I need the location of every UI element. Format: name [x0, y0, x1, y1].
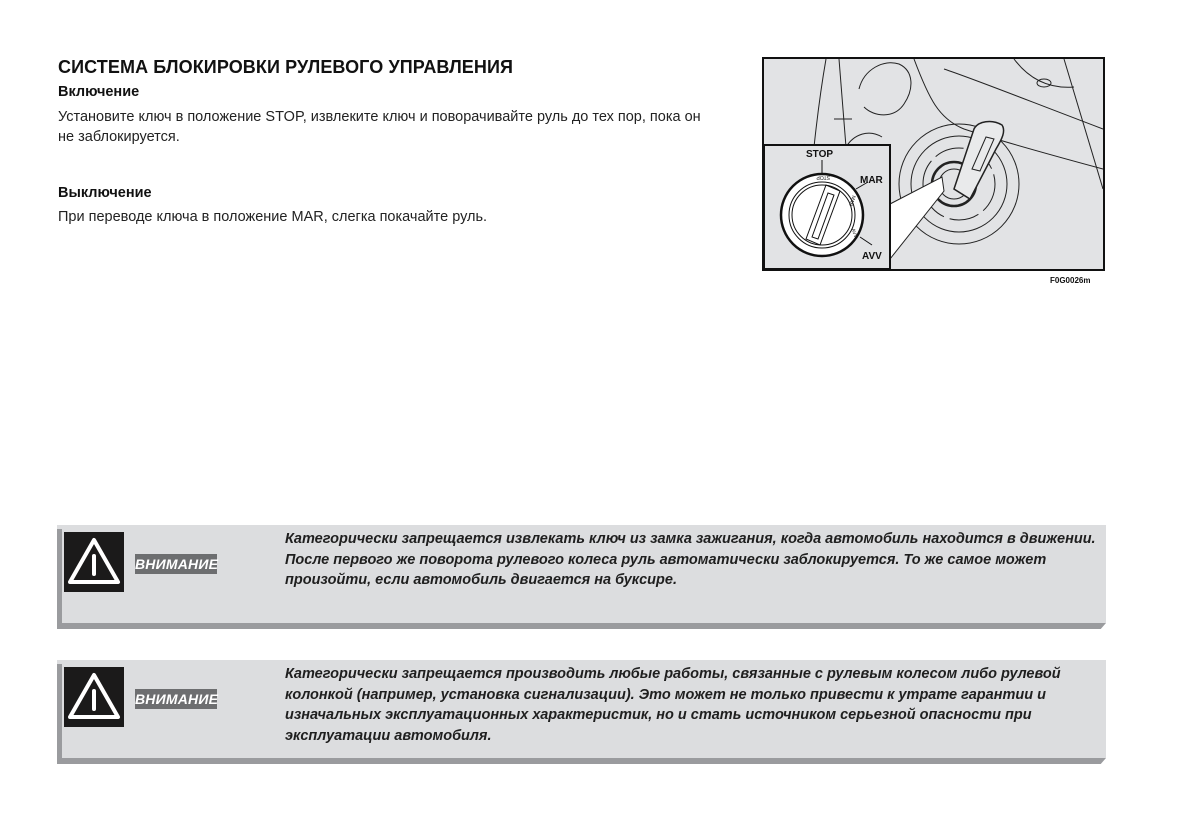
ring-label-stop: STOP: [816, 174, 830, 180]
box-edge: [57, 758, 1106, 764]
enable-text: Установите ключ в положение STOP, извлеките ключ и поворачивайте руль до тех пор, пока он не заблокируется.: [58, 109, 701, 145]
enable-heading: Включение: [58, 84, 140, 100]
ignition-key-drawing: [764, 59, 1103, 269]
ring-label-avv: AVV: [849, 227, 859, 239]
disable-text: При переводе ключа в положение MAR, слегка покачайте руль.: [58, 209, 488, 225]
warning-triangle-icon: [64, 532, 124, 592]
ignition-lock-illustration: [762, 57, 1105, 271]
warning-box: [57, 525, 1106, 623]
box-edge: [57, 529, 62, 623]
ring-label-mar: MAR: [846, 194, 857, 207]
disable-heading: Выключение: [58, 185, 152, 201]
box-edge: [57, 664, 62, 758]
label-mar: MAR: [860, 175, 883, 186]
figure-caption: F0G0026m: [1050, 276, 1091, 285]
section-title: СИСТЕМА БЛОКИРОВКИ РУЛЕВОГО УПРАВЛЕНИЯ: [58, 57, 514, 77]
label-stop: STOP: [806, 149, 834, 160]
warning-text: Категорически запрещается производить любые работы, связанные с рулевым колесом либо рулевой колонкой (например, установка сигнализации). Это может не только привести к утрате гарантии и изначальных эксплуатационных характеристик, но и стать источником серьезной опасности при эксплуатации автомобиля.: [285, 666, 1061, 744]
warning-text: Категорически запрещается извлекать ключ из замка зажигания, когда автомобиль находится в движении. После первого же поворота рулевого колеса руль автоматически заблокируется. То же самое может произойти, если автомобиль двигается на буксире.: [285, 531, 1096, 588]
warning-triangle-icon: [64, 667, 124, 727]
label-avv: AVV: [862, 251, 882, 262]
warning-box: [57, 660, 1106, 758]
warning-label: ВНИМАНИЕ: [135, 556, 219, 572]
warning-label: ВНИМАНИЕ: [135, 691, 219, 707]
box-edge: [57, 623, 1106, 629]
